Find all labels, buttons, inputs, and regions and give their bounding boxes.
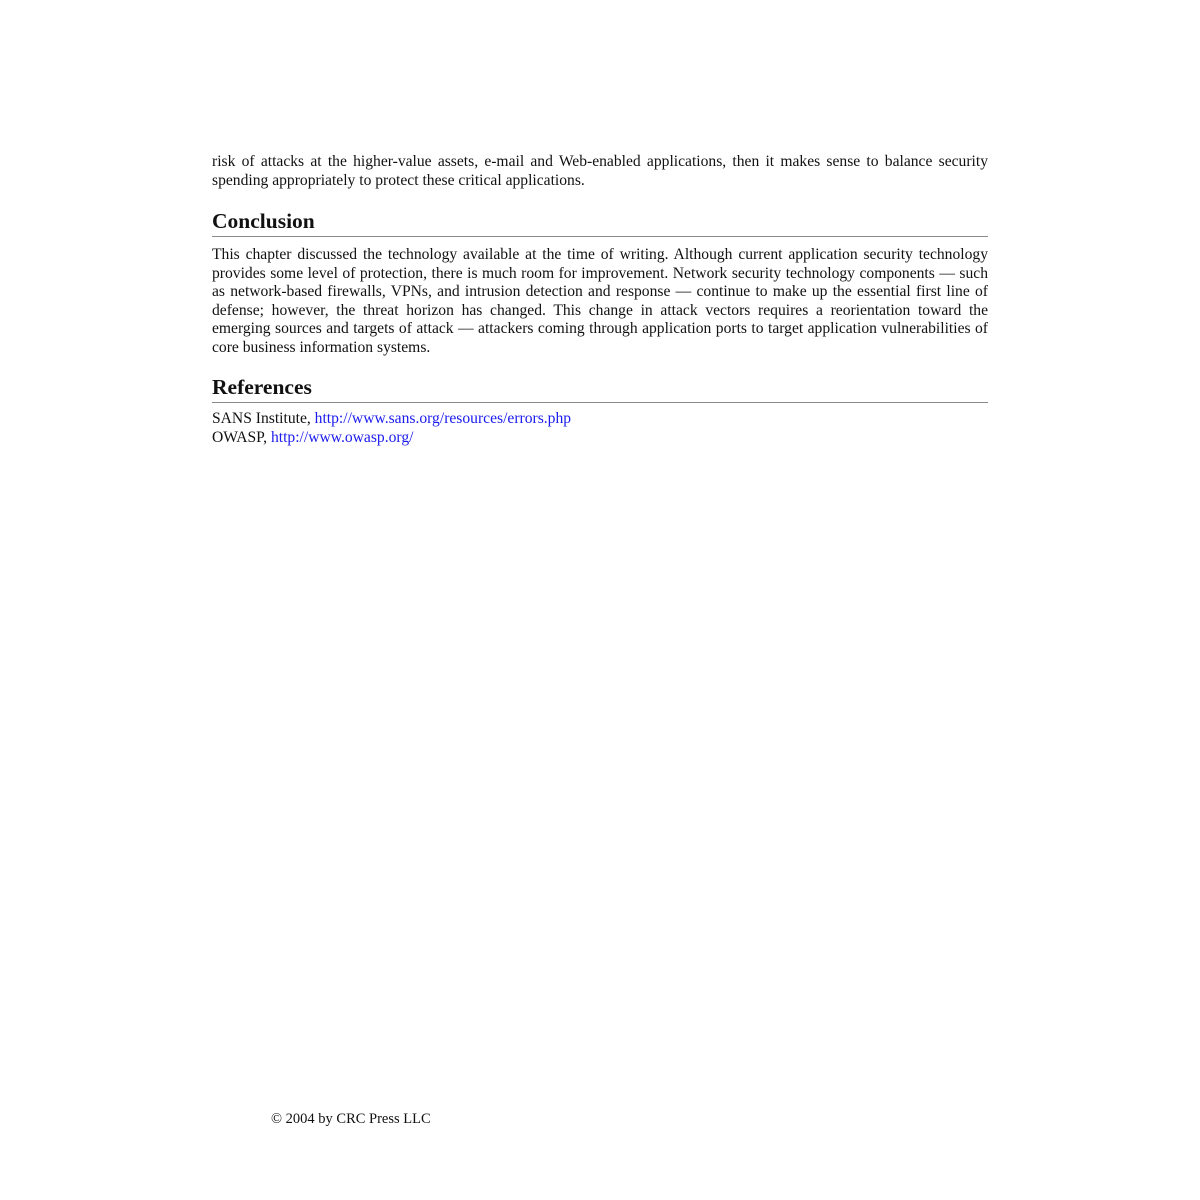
conclusion-heading: Conclusion — [212, 208, 988, 237]
reference-item-sans — [212, 410, 988, 429]
page-content — [212, 153, 988, 447]
references-heading: References — [212, 374, 988, 403]
intro-paragraph: risk of attacks at the higher-value assets, e-mail and Web-enabled applications, then it makes sense to balance security spending appropriately to protect these critical applications. — [212, 153, 988, 189]
reference-source: OWASP, — [212, 428, 271, 446]
reference-item-owasp — [212, 429, 988, 448]
copyright-footer: © 2004 by CRC Press LLC — [271, 1111, 431, 1127]
conclusion-paragraph: This chapter discussed the technology available at the time of writing. Although current application security technology provides some level of protection, there is much room for improvement. Network security technology components — such as network-based firewalls, VPNs, and intrusion detection and response — continue to make up the essential first line of defense; however, the threat horizon has changed. This change in attack vectors requires a reorientation toward the emerging sources and targets of attack — attackers coming through application ports to target application vulnerabilities of core business information systems. — [212, 246, 988, 356]
references-list — [212, 410, 988, 447]
reference-source: SANS Institute, — [212, 410, 315, 427]
reference-link-sans[interactable]: http://www.sans.org/resources/errors.php — [314, 410, 572, 427]
reference-link-owasp[interactable]: http://www.owasp.org/ — [270, 428, 414, 446]
